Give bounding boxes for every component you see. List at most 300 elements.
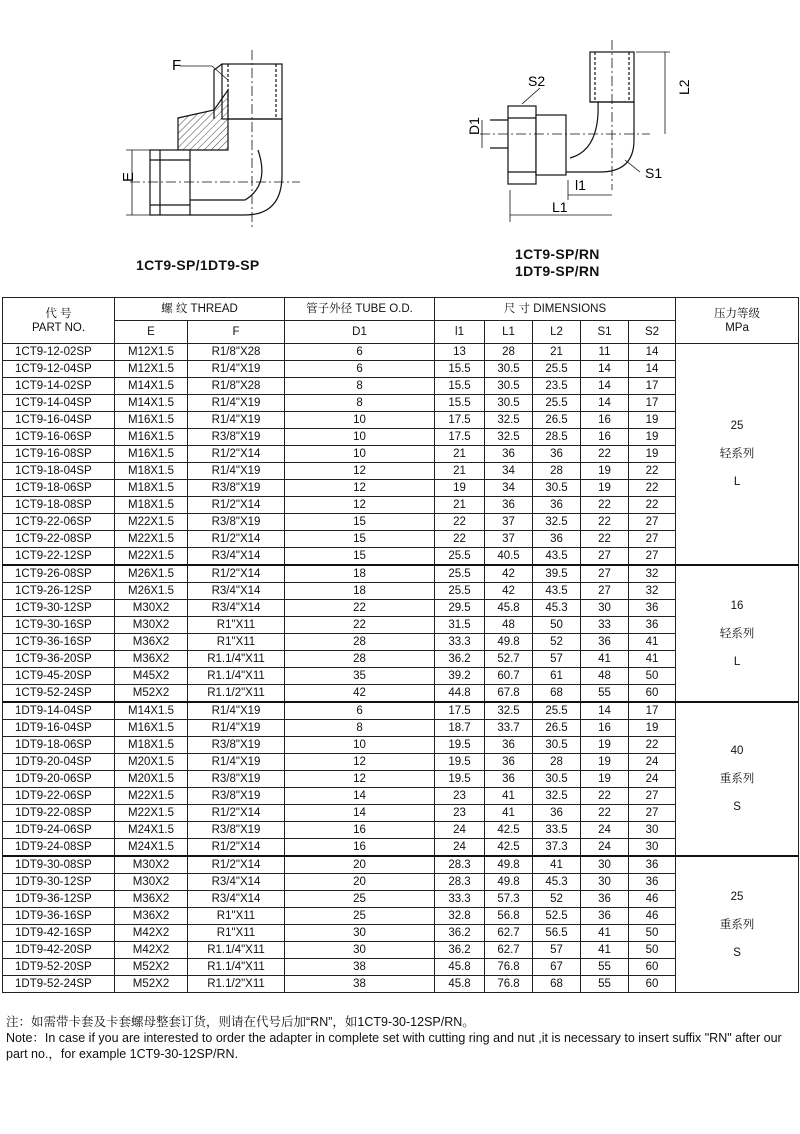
- cell-part-no: 1CT9-22-12SP: [3, 548, 115, 566]
- table-cell: 22: [435, 514, 485, 531]
- table-cell: M30X2: [115, 617, 188, 634]
- table-cell: M20X1.5: [115, 771, 188, 788]
- cell-part-no: 1CT9-30-16SP: [3, 617, 115, 634]
- table-cell: 8: [285, 720, 435, 737]
- table-cell: 33.3: [435, 634, 485, 651]
- label-D1: D1: [466, 117, 482, 135]
- table-cell: M22X1.5: [115, 531, 188, 548]
- table-cell: M30X2: [115, 856, 188, 874]
- table-cell: R1.1/4"X11: [188, 959, 285, 976]
- table-cell: 56.5: [533, 925, 581, 942]
- table-cell: R1.1/4"X11: [188, 651, 285, 668]
- note-chinese: 注：如需带卡套及卡套螺母整套订货，则请在代号后加“RN”，如1CT9-30-12SP/RN。: [6, 1015, 475, 1029]
- elbow-drawing-sp: [126, 50, 300, 230]
- table-cell: 28.3: [435, 874, 485, 891]
- cell-part-no: 1CT9-12-02SP: [3, 344, 115, 361]
- table-body: [3, 344, 799, 993]
- cell-part-no: 1CT9-52-24SP: [3, 685, 115, 703]
- table-cell: R1/8"X28: [188, 378, 285, 395]
- table-cell: 52: [533, 891, 581, 908]
- table-cell: 23.5: [533, 378, 581, 395]
- cell-part-no: 1DT9-36-12SP: [3, 891, 115, 908]
- table-cell: 24: [629, 754, 676, 771]
- table-cell: 25.5: [435, 583, 485, 600]
- table-cell: 37: [485, 514, 533, 531]
- table-cell: R3/8"X19: [188, 514, 285, 531]
- table-cell: 32.5: [485, 429, 533, 446]
- table-cell: 36.2: [435, 942, 485, 959]
- pressure-series: 重系列: [719, 773, 755, 785]
- table-cell: 30.5: [485, 378, 533, 395]
- cell-part-no: 1CT9-16-06SP: [3, 429, 115, 446]
- table-cell: 42.5: [485, 839, 533, 857]
- table-cell: 14: [629, 361, 676, 378]
- table-cell: 26.5: [533, 412, 581, 429]
- table-row: [3, 856, 799, 874]
- cell-part-no: 1DT9-16-04SP: [3, 720, 115, 737]
- table-cell: 6: [285, 344, 435, 361]
- table-cell: 27: [629, 531, 676, 548]
- table-cell: 19: [581, 771, 629, 788]
- table-cell: 20: [285, 874, 435, 891]
- cell-part-no: 1CT9-14-02SP: [3, 378, 115, 395]
- table-cell: M12X1.5: [115, 361, 188, 378]
- table-cell: 39.5: [533, 565, 581, 583]
- table-cell: M26X1.5: [115, 583, 188, 600]
- table-cell: R1/2"X14: [188, 565, 285, 583]
- elbow-drawing-rn: [480, 40, 670, 222]
- table-cell: 15: [285, 531, 435, 548]
- table-cell: M45X2: [115, 668, 188, 685]
- table-cell: 27: [629, 805, 676, 822]
- table-cell: 22: [581, 497, 629, 514]
- cell-part-no: 1DT9-24-08SP: [3, 839, 115, 857]
- cell-part-no: 1CT9-45-20SP: [3, 668, 115, 685]
- cell-part-no: 1DT9-52-24SP: [3, 976, 115, 993]
- cell-part-no: 1CT9-18-04SP: [3, 463, 115, 480]
- table-cell: M42X2: [115, 925, 188, 942]
- table-cell: 14: [285, 805, 435, 822]
- table-cell: R1/2"X14: [188, 805, 285, 822]
- table-cell: 36: [533, 497, 581, 514]
- table-cell: 19: [629, 720, 676, 737]
- table-cell: 20: [285, 856, 435, 874]
- table-cell: R3/4"X14: [188, 874, 285, 891]
- table-cell: R3/8"X19: [188, 480, 285, 497]
- table-cell: 41: [581, 942, 629, 959]
- table-cell: 22: [629, 497, 676, 514]
- table-cell: 36: [581, 908, 629, 925]
- table-cell: 15: [285, 514, 435, 531]
- cell-part-no: 1DT9-24-06SP: [3, 822, 115, 839]
- caption-rn-line2: 1DT9-SP/RN: [515, 263, 600, 279]
- table-cell: M36X2: [115, 891, 188, 908]
- table-cell: 44.8: [435, 685, 485, 703]
- cell-part-no: 1DT9-42-16SP: [3, 925, 115, 942]
- pressure-series: 重系列: [719, 918, 755, 931]
- cell-part-no: 1DT9-30-08SP: [3, 856, 115, 874]
- table-cell: R3/4"X14: [188, 548, 285, 566]
- table-cell: 36.2: [435, 925, 485, 942]
- table-cell: 27: [581, 583, 629, 600]
- table-cell: 36: [485, 737, 533, 754]
- table-cell: M18X1.5: [115, 463, 188, 480]
- table-cell: 28: [533, 754, 581, 771]
- table-cell: 41: [533, 856, 581, 874]
- table-cell: 22: [581, 446, 629, 463]
- table-cell: M52X2: [115, 959, 188, 976]
- table-cell: 24: [435, 822, 485, 839]
- table-cell: 36: [581, 891, 629, 908]
- table-cell: 28.3: [435, 856, 485, 874]
- table-cell: M18X1.5: [115, 497, 188, 514]
- label-l1: l1: [575, 177, 586, 193]
- pressure-pressure: 16: [730, 599, 744, 612]
- table-cell: R1"X11: [188, 908, 285, 925]
- cell-part-no: 1DT9-36-16SP: [3, 908, 115, 925]
- table-cell: 17.5: [435, 702, 485, 720]
- cell-part-no: 1CT9-16-04SP: [3, 412, 115, 429]
- table-cell: 57.3: [485, 891, 533, 908]
- table-cell: 60: [629, 685, 676, 703]
- table-cell: 33: [581, 617, 629, 634]
- table-cell: M18X1.5: [115, 480, 188, 497]
- table-cell: 14: [629, 344, 676, 361]
- cell-part-no: 1CT9-14-04SP: [3, 395, 115, 412]
- header-tube: 管子外径 TUBE O.D.: [285, 298, 435, 321]
- table-cell: 30: [581, 600, 629, 617]
- table-cell: 67.8: [485, 685, 533, 703]
- header-L2: L2: [533, 321, 581, 344]
- table-cell: M36X2: [115, 651, 188, 668]
- cell-part-no: 1CT9-36-20SP: [3, 651, 115, 668]
- table-cell: 35: [285, 668, 435, 685]
- table-cell: 15.5: [435, 361, 485, 378]
- header-pressure: [676, 298, 799, 344]
- header-dimensions: 尺 寸 DIMENSIONS: [435, 298, 676, 321]
- table-cell: 48: [485, 617, 533, 634]
- table-cell: 23: [435, 805, 485, 822]
- table-cell: 34: [485, 480, 533, 497]
- table-cell: 45.8: [485, 600, 533, 617]
- table-cell: 18: [285, 583, 435, 600]
- cell-part-no: 1DT9-30-12SP: [3, 874, 115, 891]
- table-cell: 50: [533, 617, 581, 634]
- label-S1: S1: [645, 165, 663, 181]
- table-cell: 22: [581, 514, 629, 531]
- table-cell: M36X2: [115, 908, 188, 925]
- table-cell: 28: [485, 344, 533, 361]
- table-cell: 38: [285, 959, 435, 976]
- table-cell: 42: [485, 583, 533, 600]
- table-cell: 19: [435, 480, 485, 497]
- table-cell: 12: [285, 480, 435, 497]
- table-cell: 30: [581, 874, 629, 891]
- table-cell: 30.5: [533, 771, 581, 788]
- header-pressure-unit: MPa: [725, 321, 749, 334]
- pressure-cell: [676, 565, 799, 702]
- fitting-drawings: [0, 0, 800, 290]
- table-cell: 27: [581, 565, 629, 583]
- table-cell: 76.8: [485, 976, 533, 993]
- table-cell: R1"X11: [188, 925, 285, 942]
- table-cell: 17.5: [435, 429, 485, 446]
- table-cell: 17.5: [435, 412, 485, 429]
- table-cell: M20X1.5: [115, 754, 188, 771]
- table-cell: 37.3: [533, 839, 581, 857]
- table-cell: 62.7: [485, 925, 533, 942]
- table-cell: 21: [533, 344, 581, 361]
- cell-part-no: 1CT9-30-12SP: [3, 600, 115, 617]
- table-cell: 19.5: [435, 737, 485, 754]
- table-cell: 25.5: [533, 395, 581, 412]
- table-cell: R1/4"X19: [188, 412, 285, 429]
- table-cell: 30: [285, 925, 435, 942]
- table-cell: 45.8: [435, 976, 485, 993]
- table-cell: 57: [533, 942, 581, 959]
- table-cell: M16X1.5: [115, 720, 188, 737]
- table-cell: 19: [581, 737, 629, 754]
- table-cell: 36: [629, 874, 676, 891]
- cell-part-no: 1DT9-18-06SP: [3, 737, 115, 754]
- table-cell: R3/8"X19: [188, 771, 285, 788]
- table-cell: 22: [629, 463, 676, 480]
- table-cell: 12: [285, 754, 435, 771]
- table-cell: 14: [581, 378, 629, 395]
- table-cell: 36: [533, 805, 581, 822]
- table-cell: 24: [435, 839, 485, 857]
- table-cell: 49.8: [485, 874, 533, 891]
- table-cell: 60: [629, 959, 676, 976]
- table-cell: 36: [629, 600, 676, 617]
- table-cell: 45.3: [533, 600, 581, 617]
- pressure-mark: L: [733, 655, 741, 668]
- table-cell: 30.5: [485, 361, 533, 378]
- table-cell: 62.7: [485, 942, 533, 959]
- table-cell: M16X1.5: [115, 429, 188, 446]
- table-cell: 55: [581, 685, 629, 703]
- table-cell: 43.5: [533, 583, 581, 600]
- pressure-mark: S: [733, 801, 741, 813]
- caption-rn-line1: 1CT9-SP/RN: [515, 246, 600, 262]
- table-cell: 16: [581, 429, 629, 446]
- table-cell: 30.5: [533, 480, 581, 497]
- table-cell: R3/4"X14: [188, 600, 285, 617]
- table-cell: 30: [285, 942, 435, 959]
- table-cell: R3/4"X14: [188, 891, 285, 908]
- table-cell: 19: [581, 754, 629, 771]
- cell-part-no: 1DT9-20-06SP: [3, 771, 115, 788]
- table-cell: 10: [285, 429, 435, 446]
- label-S2: S2: [528, 73, 546, 89]
- table-cell: 8: [285, 378, 435, 395]
- table-cell: 43.5: [533, 548, 581, 566]
- table-row: [3, 344, 799, 361]
- table-cell: 16: [285, 839, 435, 857]
- table-cell: 40.5: [485, 548, 533, 566]
- table-cell: M30X2: [115, 874, 188, 891]
- table-cell: 24: [581, 822, 629, 839]
- table-cell: M18X1.5: [115, 737, 188, 754]
- table-cell: 41: [485, 805, 533, 822]
- table-cell: 16: [581, 720, 629, 737]
- table-cell: 19: [581, 480, 629, 497]
- table-cell: R1"X11: [188, 617, 285, 634]
- table-cell: R3/8"X19: [188, 429, 285, 446]
- table-cell: R1/8"X28: [188, 344, 285, 361]
- table-cell: 23: [435, 788, 485, 805]
- header-pressure-cn: 压力等级: [714, 307, 761, 320]
- table-cell: 8: [285, 395, 435, 412]
- cell-part-no: 1CT9-16-08SP: [3, 446, 115, 463]
- table-cell: R1/4"X19: [188, 720, 285, 737]
- table-cell: 31.5: [435, 617, 485, 634]
- pressure-pressure: 40: [730, 745, 744, 757]
- table-cell: 11: [581, 344, 629, 361]
- table-cell: 22: [581, 788, 629, 805]
- table-cell: 28: [533, 463, 581, 480]
- table-cell: R1/4"X19: [188, 361, 285, 378]
- table-cell: 32: [629, 583, 676, 600]
- table-cell: 32.5: [485, 412, 533, 429]
- table-cell: M14X1.5: [115, 395, 188, 412]
- table-cell: 30.5: [533, 737, 581, 754]
- table-cell: 42: [285, 685, 435, 703]
- table-cell: 56.8: [485, 908, 533, 925]
- table-cell: 36: [629, 617, 676, 634]
- table-cell: 26.5: [533, 720, 581, 737]
- table-cell: R1/2"X14: [188, 839, 285, 857]
- header-S1: S1: [581, 321, 629, 344]
- table-cell: 19: [629, 429, 676, 446]
- table-cell: 36: [485, 497, 533, 514]
- table-cell: 46: [629, 908, 676, 925]
- cell-part-no: 1DT9-22-06SP: [3, 788, 115, 805]
- table-cell: 22: [629, 480, 676, 497]
- table-cell: 57: [533, 651, 581, 668]
- table-cell: 13: [435, 344, 485, 361]
- table-cell: 32.5: [485, 702, 533, 720]
- table-cell: 10: [285, 446, 435, 463]
- table-cell: 33.5: [533, 822, 581, 839]
- label-L2: L2: [676, 79, 692, 95]
- table-cell: 50: [629, 942, 676, 959]
- header-part-en: PART NO.: [31, 321, 86, 334]
- table-cell: M24X1.5: [115, 839, 188, 857]
- cell-part-no: 1CT9-22-06SP: [3, 514, 115, 531]
- table-cell: 42: [485, 565, 533, 583]
- table-cell: R3/8"X19: [188, 737, 285, 754]
- table-cell: R1/2"X14: [188, 446, 285, 463]
- table-cell: 36.2: [435, 651, 485, 668]
- table-cell: 61: [533, 668, 581, 685]
- table-cell: M22X1.5: [115, 514, 188, 531]
- cell-part-no: 1DT9-52-20SP: [3, 959, 115, 976]
- table-cell: 29.5: [435, 600, 485, 617]
- table-cell: 32: [629, 565, 676, 583]
- label-L1: L1: [552, 199, 568, 215]
- table-cell: 25: [285, 908, 435, 925]
- table-cell: 17: [629, 378, 676, 395]
- table-cell: R3/8"X19: [188, 822, 285, 839]
- table-cell: 12: [285, 771, 435, 788]
- pressure-series: 轻系列: [719, 448, 755, 460]
- table-cell: M14X1.5: [115, 378, 188, 395]
- table-cell: 28: [285, 651, 435, 668]
- table-cell: 36: [533, 531, 581, 548]
- table-cell: 25.5: [533, 361, 581, 378]
- table-cell: 38: [285, 976, 435, 993]
- table-cell: 45.3: [533, 874, 581, 891]
- table-cell: 12: [285, 497, 435, 514]
- header-part-cn: 代 号: [45, 307, 72, 320]
- cell-part-no: 1CT9-18-08SP: [3, 497, 115, 514]
- table-cell: M36X2: [115, 634, 188, 651]
- pressure-cell: [676, 344, 799, 566]
- header-S2: S2: [629, 321, 676, 344]
- table-cell: R1/2"X14: [188, 497, 285, 514]
- table-cell: 22: [285, 617, 435, 634]
- header-thread: 螺 纹 THREAD: [115, 298, 285, 321]
- table-cell: R1/2"X14: [188, 531, 285, 548]
- table-cell: 49.8: [485, 856, 533, 874]
- table-cell: 28: [285, 634, 435, 651]
- header-F: F: [188, 321, 285, 344]
- label-F: F: [172, 57, 182, 74]
- cell-part-no: 1CT9-12-04SP: [3, 361, 115, 378]
- table-cell: R1/4"X19: [188, 754, 285, 771]
- table-cell: 14: [285, 788, 435, 805]
- table-cell: 36: [629, 856, 676, 874]
- header-l1: l1: [435, 321, 485, 344]
- table-cell: 24: [581, 839, 629, 857]
- table-cell: 52.5: [533, 908, 581, 925]
- header-part-no: [3, 298, 115, 344]
- note-english: Note：In case if you are interested to order the adapter in complete set with cutting ring and nut ,it is necessary to insert suffix "RN" after our part no.，for example 1CT9-30-12SP/RN.: [6, 1031, 782, 1061]
- table-cell: 36: [533, 446, 581, 463]
- table-cell: R1.1/2"X11: [188, 976, 285, 993]
- table-cell: R1.1/2"X11: [188, 685, 285, 703]
- table-cell: 14: [581, 361, 629, 378]
- table-cell: M42X2: [115, 942, 188, 959]
- table-cell: 27: [629, 514, 676, 531]
- table-cell: 50: [629, 668, 676, 685]
- table-cell: M26X1.5: [115, 565, 188, 583]
- table-cell: R1/4"X19: [188, 395, 285, 412]
- table-cell: 36: [485, 446, 533, 463]
- table-cell: R3/4"X14: [188, 583, 285, 600]
- table-cell: 14: [581, 395, 629, 412]
- table-cell: R1"X11: [188, 634, 285, 651]
- table-cell: 32.5: [533, 788, 581, 805]
- table-cell: 19: [581, 463, 629, 480]
- table-cell: 19: [629, 412, 676, 429]
- caption-rn: [515, 246, 600, 280]
- table-cell: 33.3: [435, 891, 485, 908]
- table-cell: 14: [581, 702, 629, 720]
- dimensions-table: [2, 297, 799, 993]
- table-cell: M52X2: [115, 976, 188, 993]
- table-row: [3, 565, 799, 583]
- table-cell: 67: [533, 959, 581, 976]
- cell-part-no: 1DT9-20-04SP: [3, 754, 115, 771]
- table-cell: 45.8: [435, 959, 485, 976]
- table-cell: M22X1.5: [115, 788, 188, 805]
- label-E: E: [120, 171, 137, 182]
- table-cell: R1/2"X14: [188, 856, 285, 874]
- table-cell: 22: [581, 531, 629, 548]
- table-cell: M12X1.5: [115, 344, 188, 361]
